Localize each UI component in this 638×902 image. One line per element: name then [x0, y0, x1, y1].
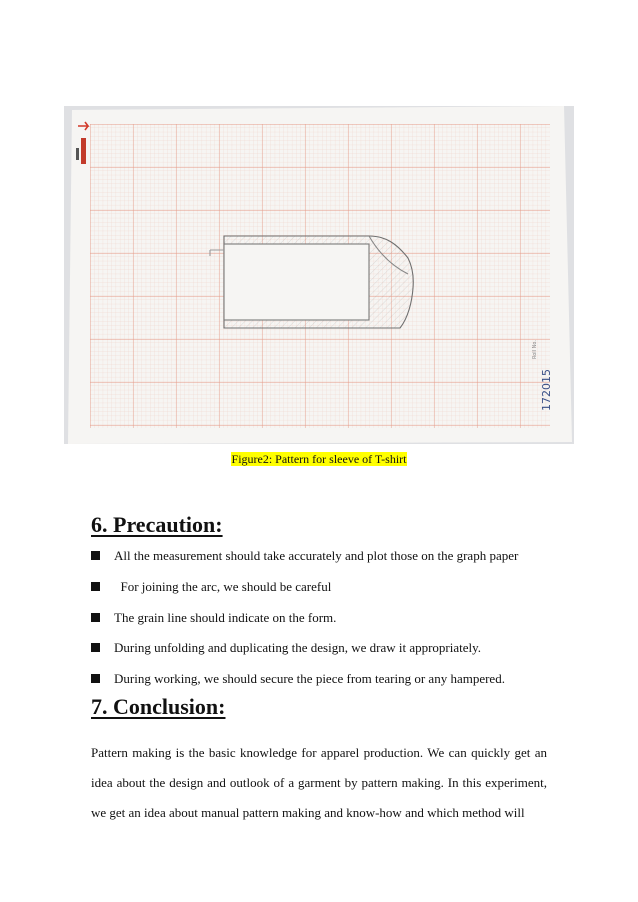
bullet-square-icon: [91, 551, 100, 560]
figure-caption-text: Figure2: Pattern for sleeve of T-shirt: [231, 452, 407, 466]
graph-paper-sleeve-pattern: [64, 106, 574, 444]
precaution-list: [91, 548, 518, 702]
bullet-square-icon: [91, 582, 100, 591]
conclusion-heading: 7. Conclusion:: [91, 694, 226, 719]
figure-photo: [64, 106, 574, 444]
list-item: During unfolding and duplicating the design, we draw it appropriately.: [91, 640, 518, 671]
precaution-heading: 6. Precaution:: [91, 512, 223, 537]
bullet-square-icon: [91, 613, 100, 622]
list-item: During working, we should secure the piece from tearing or any hampered.: [91, 671, 518, 702]
list-item: For joining the arc, we should be careful: [91, 579, 518, 610]
handwritten-label: Roll No.: [532, 340, 538, 359]
figure-caption: [0, 452, 638, 467]
bullet-square-icon: [91, 674, 100, 683]
conclusion-paragraph: Pattern making is the basic knowledge for apparel production. We can quickly get an idea about the design and outlook of a garment by pattern making. In this experiment, we get an idea about manual pattern making and know-how and which method will: [91, 745, 547, 820]
list-item: All the measurement should take accurately and plot those on the graph paper: [91, 548, 518, 579]
list-item: The grain line should indicate on the form.: [91, 610, 518, 641]
bullet-square-icon: [91, 643, 100, 652]
sleeve-pattern-drawing: [210, 236, 413, 328]
handwritten-id: 172015: [540, 369, 553, 411]
